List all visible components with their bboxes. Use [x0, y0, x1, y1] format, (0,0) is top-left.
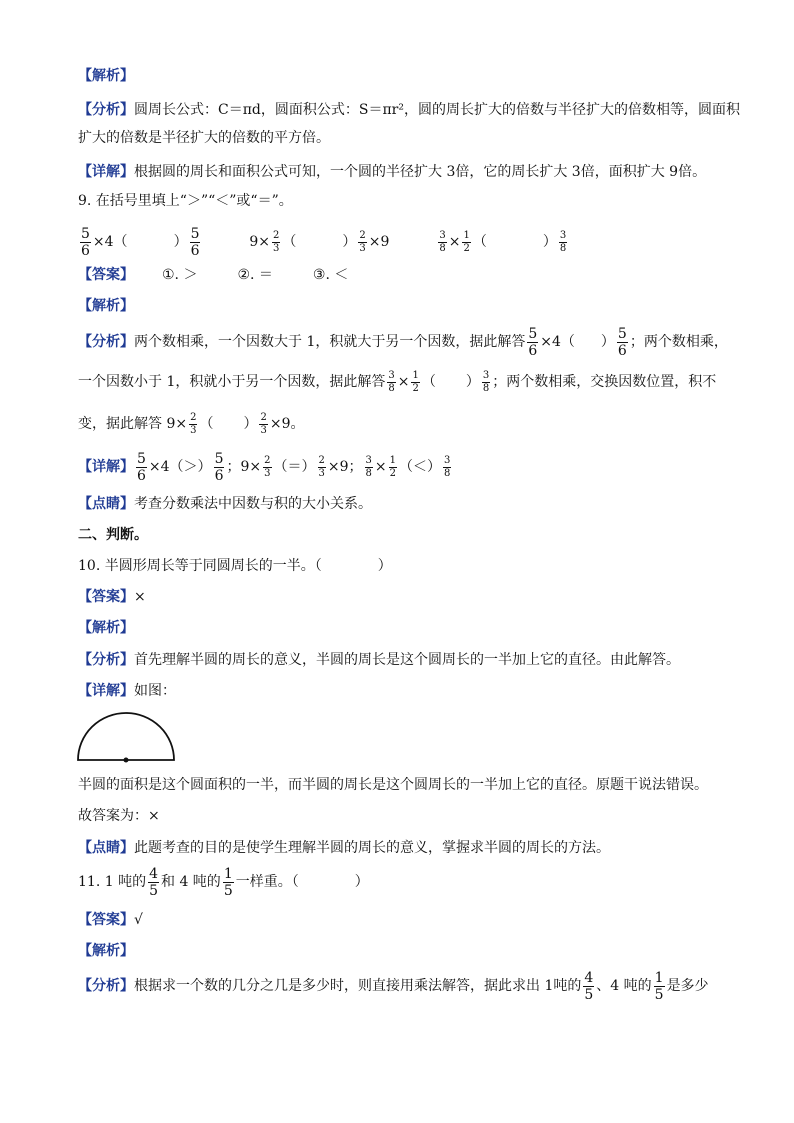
fraction: $\frac{2}{3}$: [264, 454, 271, 479]
s8-jiexi: 【解析】: [78, 68, 134, 84]
q9-fenxi-line2: 一个因数小于 1，积就小于另一个因数，据此解答 $\frac{3}{8}$ × $\frac{1}{2}$ （ ） $\frac{3}{8}$ ；两个数相乘，交换因数位置，积不: [78, 369, 717, 394]
q10-jiexi: 【解析】: [78, 620, 134, 636]
q9-jiexi: 【解析】: [78, 298, 134, 314]
fraction: $\frac{5}{6}$: [528, 325, 538, 359]
fraction: $\frac{3}{8}$: [482, 369, 490, 394]
q9-xiangjie: 【详解】 $\frac{5}{6}$ ×4（＞） $\frac{5}{6}$ ；9× $\frac{2}{3}$ （＝） $\frac{2}{3}$ ×9； $\frac{3}{8}$ × $\frac{1}{2}$ （＜） $\frac{3}{8}$: [78, 450, 451, 484]
fraction: $\frac{3}{8}$: [365, 454, 372, 479]
fraction: $\frac{3}{8}$: [388, 369, 395, 394]
fraction: $\frac{4}{5}$: [584, 969, 594, 1003]
fraction: $\frac{2}{3}$: [273, 229, 280, 254]
fraction: $\frac{1}{2}$: [412, 369, 419, 394]
fraction: $\frac{5}{6}$: [617, 325, 627, 359]
q11-jiexi: 【解析】: [78, 943, 134, 959]
q10-final-answer: 故答案为：×: [78, 808, 160, 824]
semicircle-arc: [78, 713, 174, 760]
fraction: $\frac{2}{3}$: [359, 229, 366, 254]
s8-fenxi-line1: 【分析】圆周长公式：C＝πd，圆面积公式：S＝πr²，圆的周长扩大的倍数与半径扩大的倍数相等，圆面积: [78, 102, 740, 118]
fraction: $\frac{1}{2}$: [389, 454, 396, 479]
fraction: $\frac{3}{8}$: [439, 229, 446, 254]
q11-fenxi: 【分析】根据求一个数的几分之几是多少时，则直接用乘法解答，据此求出 1吨的 $\frac{4}{5}$ 、4 吨的 $\frac{1}{5}$ 是多少: [78, 969, 709, 1003]
fraction: $\frac{5}{6}$: [137, 450, 146, 484]
section-heading: 二、判断。: [78, 527, 148, 543]
q10-fenxi: 【分析】首先理解半圆的周长的意义，半圆的周长是这个圆周长的一半加上它的直径。由此解答。: [78, 652, 680, 668]
fraction: $\frac{5}{6}$: [214, 450, 224, 484]
fraction: $\frac{4}{5}$: [149, 865, 158, 899]
q9-dianjing: 【点睛】考查分数乘法中因数与积的大小关系。: [78, 496, 372, 512]
fraction: $\frac{5}{6}$: [190, 225, 200, 259]
q11-title: 11. 1 吨的 $\frac{4}{5}$ 和 4 吨的 $\frac{1}{5}$ 一样重。（ ）: [78, 865, 369, 899]
fraction: $\frac{5}{6}$: [81, 225, 90, 259]
semicircle-figure: [74, 708, 178, 766]
q10-explanation: 半圆的面积是这个圆面积的一半，而半圆的周长是这个圆周长的一半加上它的直径。原题干说法错误。: [78, 777, 708, 793]
fraction: $\frac{1}{5}$: [654, 969, 664, 1003]
q10-answer: 【答案】×: [78, 589, 146, 605]
s8-fenxi-line2: 扩大的倍数是半径扩大的倍数的平方倍。: [78, 130, 330, 146]
fraction: $\frac{1}{5}$: [223, 865, 233, 899]
fraction: $\frac{3}{8}$: [559, 229, 567, 254]
q10-dianjing: 【点睛】此题考查的目的是使学生理解半圆的周长的意义，掌握求半圆的周长的方法。: [78, 840, 610, 856]
q11-answer: 【答案】√: [78, 912, 143, 928]
q9-fenxi-line1: 【分析】两个数相乘，一个因数大于 1，积就大于另一个因数，据此解答 $\frac{5}{6}$ ×4（ ） $\frac{5}{6}$ ；两个数相乘，: [78, 325, 728, 359]
fraction: $\frac{2}{3}$: [190, 411, 197, 436]
fraction: $\frac{2}{3}$: [318, 454, 325, 479]
q10-title: 10. 半圆形周长等于同圆周长的一半。（ ）: [78, 558, 392, 574]
q9-fenxi-line3: 变，据此解答 9× $\frac{2}{3}$ （ ） $\frac{2}{3}$ ×9。: [78, 411, 305, 436]
center-point: [124, 758, 129, 763]
q9-title: 9. 在括号里填上“＞”“＜”或“＝”。: [78, 193, 293, 209]
s8-xiangjie: 【详解】根据圆的周长和面积公式可知，一个圆的半径扩大 3倍，它的周长扩大 3倍，面积扩大 9倍。: [78, 164, 707, 180]
fraction: $\frac{2}{3}$: [260, 411, 267, 436]
q9-answer: 【答案】 ①. ＞ ②. ＝ ③. ＜: [78, 267, 349, 283]
q10-xiangjie: 【详解】如图：: [78, 683, 176, 699]
fraction: $\frac{3}{8}$: [444, 454, 451, 479]
q9-comparison-row: $\frac{5}{6}$ ×4（ ） $\frac{5}{6}$ 9× $\frac{2}{3}$ （ ） $\frac{2}{3}$ ×9 $\frac{3}{8}$ × $\frac{1}{2}$ （ ） $\frac{3}{8}$: [81, 225, 567, 259]
fraction: $\frac{1}{2}$: [463, 229, 470, 254]
